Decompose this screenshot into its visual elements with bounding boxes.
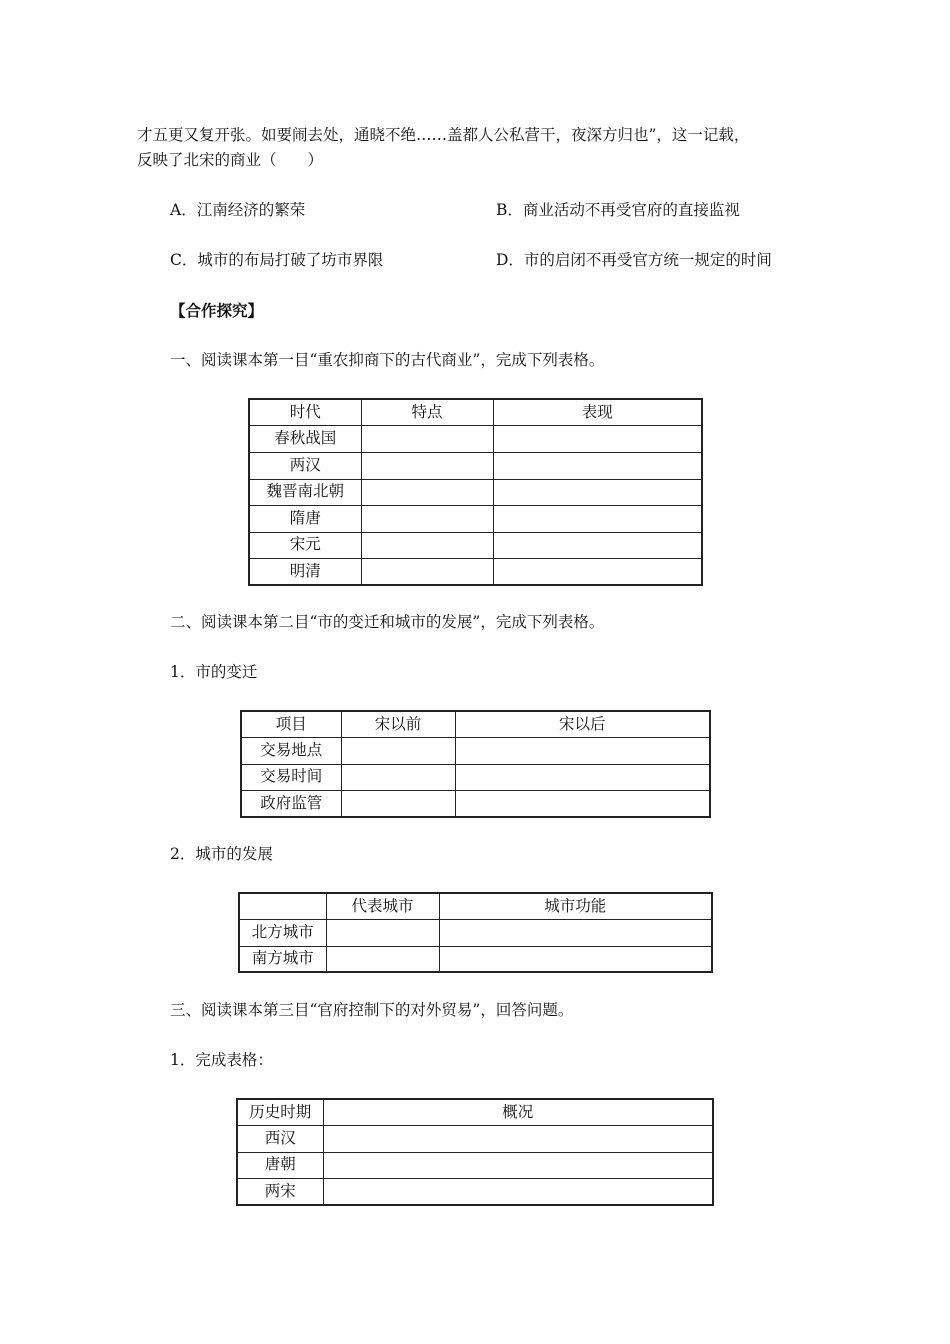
table-row: [237, 1125, 713, 1152]
item-cell: 政府监管: [241, 790, 341, 817]
question-text-line2: 反映了北宋的商业（ ）: [137, 151, 324, 169]
part2-instruction: 二、阅读课本第二目“市的变迁和城市的发展”，完成下列表格。: [170, 613, 605, 631]
representative-city-cell[interactable]: [326, 919, 439, 946]
table-row: [237, 1152, 713, 1178]
manifestation-cell[interactable]: [493, 558, 702, 585]
after-song-cell[interactable]: [455, 790, 710, 817]
feature-cell[interactable]: [361, 505, 493, 532]
table-row: [241, 764, 710, 790]
market-change-table: [240, 710, 711, 818]
part3-instruction: 三、阅读课本第三目“官府控制下的对外贸易”，回答问题。: [170, 1001, 574, 1019]
market-table-header: 宋以前: [341, 711, 455, 737]
table-row: [239, 919, 712, 946]
table-row: [241, 737, 710, 764]
feature-cell[interactable]: [361, 558, 493, 585]
question-text-line1: 才五更又复开张。如要闹去处，通晓不绝……盖都人公私营干，夜深方归也”，这一记载，: [137, 126, 750, 144]
era-table-header: 时代: [249, 399, 361, 425]
era-cell: 魏晋南北朝: [249, 479, 361, 505]
feature-cell[interactable]: [361, 479, 493, 505]
item-cell: 交易地点: [241, 737, 341, 764]
period-cell: 唐朝: [237, 1152, 323, 1178]
table-row: [239, 946, 712, 972]
period-cell: 西汉: [237, 1125, 323, 1152]
after-song-cell[interactable]: [455, 737, 710, 764]
option-a: A．江南经济的繁荣: [170, 201, 306, 219]
city-function-cell[interactable]: [439, 919, 712, 946]
feature-cell[interactable]: [361, 452, 493, 479]
part1-instruction: 一、阅读课本第一目“重农抑商下的古代商业”，完成下列表格。: [170, 351, 605, 369]
trade-table-header: 历史时期: [237, 1099, 323, 1125]
before-song-cell[interactable]: [341, 790, 455, 817]
market-table-header: 宋以后: [455, 711, 710, 737]
era-table-header: 特点: [361, 399, 493, 425]
manifestation-cell[interactable]: [493, 505, 702, 532]
table-row: [241, 790, 710, 817]
representative-city-cell[interactable]: [326, 946, 439, 972]
table-row: [249, 479, 702, 505]
city-development-table: [238, 892, 713, 973]
part2-sub2-title: 2．城市的发展: [170, 845, 273, 863]
era-cell: 隋唐: [249, 505, 361, 532]
part2-sub1-title: 1．市的变迁: [170, 663, 258, 681]
manifestation-cell[interactable]: [493, 452, 702, 479]
before-song-cell[interactable]: [341, 737, 455, 764]
table-row: [249, 505, 702, 532]
table-row: [249, 425, 702, 452]
city-table-header: [239, 893, 326, 919]
manifestation-cell[interactable]: [493, 532, 702, 558]
era-cell: 宋元: [249, 532, 361, 558]
table-row: [237, 1178, 713, 1205]
era-cell: 春秋战国: [249, 425, 361, 452]
region-cell: 北方城市: [239, 919, 326, 946]
era-cell: 两汉: [249, 452, 361, 479]
manifestation-cell[interactable]: [493, 425, 702, 452]
feature-cell[interactable]: [361, 532, 493, 558]
before-song-cell[interactable]: [341, 764, 455, 790]
market-table-header: 项目: [241, 711, 341, 737]
overview-cell[interactable]: [323, 1178, 713, 1205]
era-table-header: 表现: [493, 399, 702, 425]
city-function-cell[interactable]: [439, 946, 712, 972]
city-table-header: 城市功能: [439, 893, 712, 919]
overview-cell[interactable]: [323, 1152, 713, 1178]
table-row: [249, 532, 702, 558]
region-cell: 南方城市: [239, 946, 326, 972]
period-cell: 两宋: [237, 1178, 323, 1205]
trade-table-header: 概况: [323, 1099, 713, 1125]
era-table: [248, 398, 703, 586]
foreign-trade-table: [236, 1098, 714, 1206]
table-row: [249, 558, 702, 585]
part3-sub1-title: 1．完成表格：: [170, 1051, 273, 1069]
feature-cell[interactable]: [361, 425, 493, 452]
city-table-header: 代表城市: [326, 893, 439, 919]
item-cell: 交易时间: [241, 764, 341, 790]
option-c: C．城市的布局打破了坊市界限: [170, 251, 384, 269]
era-cell: 明清: [249, 558, 361, 585]
section-heading: 【合作探究】: [170, 301, 264, 320]
manifestation-cell[interactable]: [493, 479, 702, 505]
option-d: D．市的启闭不再受官方统一规定的时间: [496, 251, 772, 269]
overview-cell[interactable]: [323, 1125, 713, 1152]
after-song-cell[interactable]: [455, 764, 710, 790]
option-b: B．商业活动不再受官府的直接监视: [496, 201, 740, 219]
table-row: [249, 452, 702, 479]
